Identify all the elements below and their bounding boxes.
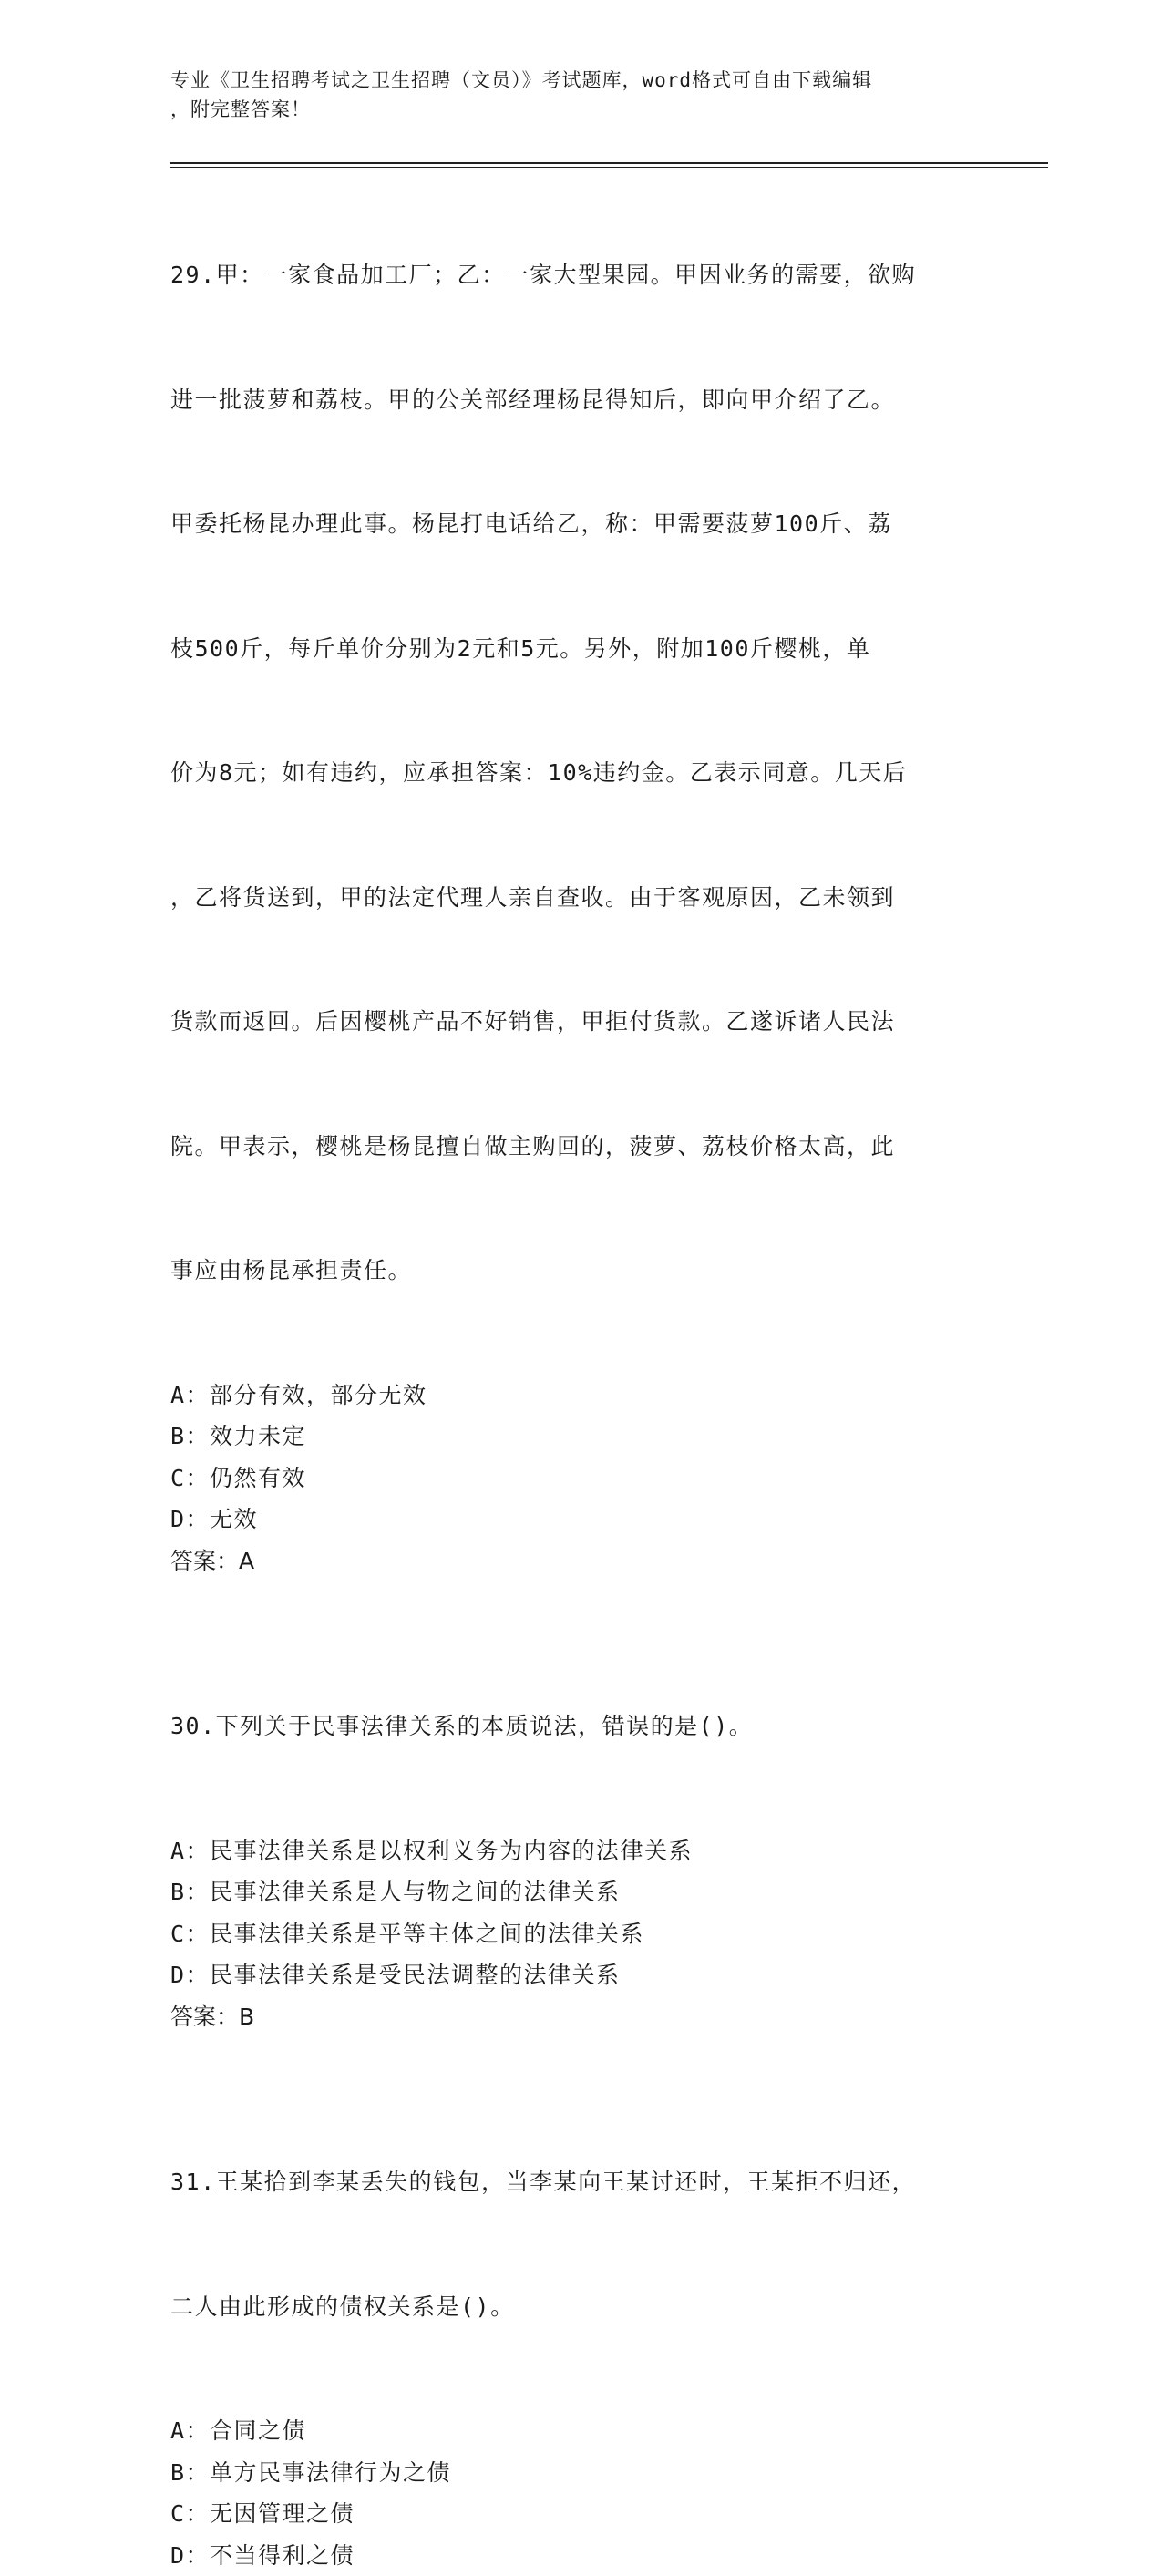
question-stem [170,1623,991,1830]
header-rule-thin [170,167,1048,168]
question-30 [170,1623,991,2037]
question-stem [170,2078,991,2410]
header-rule-thick [170,162,1048,164]
option-d: D：民事法律关系是受民法调整的法律关系 [170,1954,991,1996]
stem-line: 29.甲：一家食品加工厂；乙：一家大型果园。甲因业务的需要，欲购 [170,254,991,296]
stem-line: 事应由杨昆承担责任。 [170,1250,991,1292]
stem-line: 进一批菠萝和荔枝。甲的公关部经理杨昆得知后，即向甲介绍了乙。 [170,379,991,421]
option-d: D：不当得利之债 [170,2535,991,2576]
option-d: D：无效 [170,1499,991,1540]
option-a: A：合同之债 [170,2410,991,2452]
option-b: B：效力未定 [170,1416,991,1458]
stem-line: 货款而返回。后因樱桃产品不好销售，甲拒付货款。乙遂诉诸人民法 [170,1001,991,1043]
answer: 答案：B [170,1996,991,2038]
stem-line: 二人由此形成的债权关系是()。 [170,2286,991,2328]
spacer [170,1582,991,1623]
page-header [170,66,991,124]
header-line-1: 专业《卫生招聘考试之卫生招聘（文员）》考试题库，word格式可自由下载编辑 [170,66,991,95]
stem-line: 甲委托杨昆办理此事。杨昆打电话给乙，称：甲需要菠萝100斤、荔 [170,503,991,545]
stem-line: ，乙将货送到，甲的法定代理人亲自查收。由于客观原因，乙未领到 [170,877,991,919]
question-31 [170,2078,991,2576]
option-c: C：仍然有效 [170,1458,991,1499]
question-list [170,171,991,2576]
spacer [170,2037,991,2078]
stem-line: 30.下列关于民事法律关系的本质说法，错误的是()。 [170,1705,991,1747]
stem-line: 价为8元；如有违约，应承担答案：10%违约金。乙表示同意。几天后 [170,752,991,794]
stem-line: 院。甲表示，樱桃是杨昆擅自做主购回的，菠萝、荔枝价格太高，此 [170,1126,991,1168]
option-c: C：民事法律关系是平等主体之间的法律关系 [170,1913,991,1955]
answer: 答案：A [170,1540,991,1582]
option-a: A：部分有效，部分无效 [170,1375,991,1417]
header-line-2: ，附完整答案！ [170,95,991,124]
question-stem [170,171,991,1375]
stem-line: 枝500斤，每斤单价分别为2元和5元。另外，附加100斤樱桃，单 [170,628,991,670]
question-29 [170,171,991,1582]
option-a: A：民事法律关系是以权利义务为内容的法律关系 [170,1830,991,1872]
option-b: B：单方民事法律行为之债 [170,2452,991,2494]
stem-line: 31.王某拾到李某丢失的钱包，当李某向王某讨还时，王某拒不归还， [170,2161,991,2203]
option-b: B：民事法律关系是人与物之间的法律关系 [170,1871,991,1913]
option-c: C：无因管理之债 [170,2493,991,2535]
